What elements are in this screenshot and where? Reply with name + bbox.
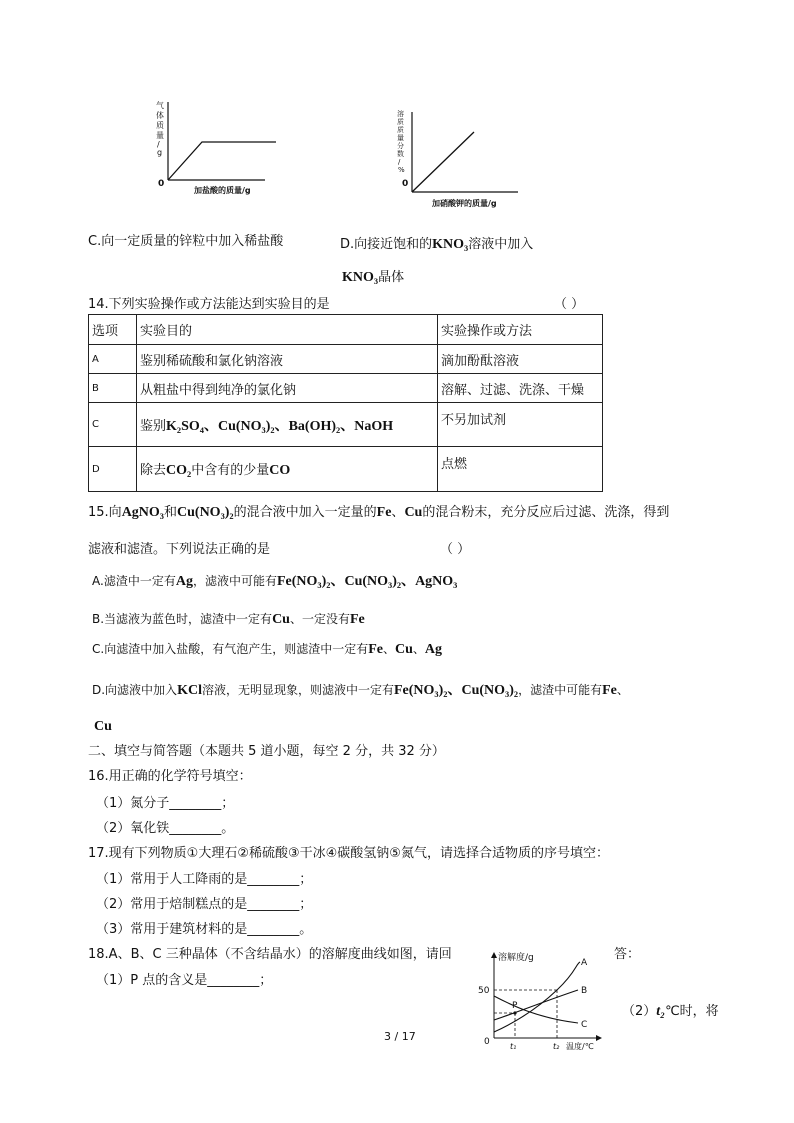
ylabel-char: 气 [156,101,164,110]
q14-answer-bracket: （ ） [554,297,585,312]
q15-option-d: D.向滤液中加入KCl溶液，无明显现象，则滤液中一定有Fe(NO₃)₂、Cu(NO₃)₂，滤渣中可能有Fe、 [92,683,629,698]
figure-c-graph [150,96,270,200]
x-axis-arrow [596,1035,602,1041]
page-number: 3 / 17 [384,1030,416,1043]
chart-origin: 0 [484,1037,490,1047]
ylabel-char: % [398,166,405,174]
figure-c-xlabel: 加盐酸的质量/g [194,186,251,195]
curve-c-label: C [581,1020,588,1030]
q18-item-1: （1）P 点的含义是________； [96,973,273,988]
q17-item-1: （1）常用于人工降雨的是________； [96,872,313,887]
table-header-row [89,315,603,345]
origin-label: 0 [402,179,409,189]
row-purpose: 鉴别稀硫酸和氯化钠溶液 [137,345,438,374]
row-purpose: 从粗盐中得到纯净的氯化钠 [137,374,438,403]
header-option: 选项 [89,315,137,345]
chart-x-tick: t₁ [510,1042,517,1051]
solubility-chart [468,950,608,1054]
point-p [513,1011,516,1014]
chart-ylabel: 溶解度/g [498,953,534,963]
figure-c-caption: C.向一定质量的锌粒中加入稀盐酸 [88,234,284,249]
ylabel-char: 分 [397,142,404,150]
q14-options-table [88,314,603,492]
ylabel-char: g [157,148,163,157]
row-purpose: 除去CO₂中含有的少量CO [137,447,438,492]
q15-stem-line2: 滤液和滤渣。下列说法正确的是 [88,542,271,557]
chart-xlabel: 温度/℃ [566,1042,594,1051]
figure-d-caption-line2: KNO₃晶体 [342,270,405,285]
chart-x-tick: t₂ [553,1042,560,1051]
q15-option-b: B.当滤液为蓝色时，滤渣中一定有Cu、一定没有Fe [92,612,365,627]
figure-c-ylabel [156,100,164,157]
row-method: 不另加试剂 [438,403,603,447]
curve-a-label: A [581,958,588,968]
curve-b-label: B [581,986,588,996]
ylabel-char: 质 [397,126,404,134]
q16-item-2: （2）氧化铁________。 [96,821,235,836]
table-row [89,447,603,492]
origin-label: 0 [158,179,165,189]
q14-stem: 14.下列实验操作或方法能达到实验目的是 [88,297,330,312]
table-row [89,345,603,374]
chart-y-tick: 50 [478,986,490,996]
table-row [89,374,603,403]
row-option: B [89,374,137,403]
row-option: D [89,447,137,492]
ylabel-char: 数 [397,150,404,158]
q16-item-1: （1）氮分子________； [96,796,235,811]
ylabel-char: 质 [397,118,404,126]
ylabel-char: 体 [156,111,164,120]
header-purpose: 实验目的 [137,315,438,345]
ylabel-char: 量 [156,131,164,140]
ylabel-char: 溶 [397,110,404,118]
header-method: 实验操作或方法 [438,315,603,345]
y-axis-arrow [491,952,497,958]
q15-option-a: A.滤渣中一定有Ag，滤液中可能有Fe(NO₃)₂、Cu(NO₃)₂、AgNO₃ [92,574,458,589]
row-method: 点燃 [438,447,603,492]
q16-stem: 16.用正确的化学符号填空： [88,769,252,784]
q17-item-2: （2）常用于焙制糕点的是________； [96,897,313,912]
gas-mass-curve [168,142,276,180]
q15-option-d-line2: Cu [94,719,112,734]
figure-d-graph [394,108,524,212]
section-2-heading: 二、填空与简答题（本题共 5 道小题，每空 2 分，共 32 分） [88,744,445,759]
point-p-label: P [512,1001,518,1011]
q17-stem: 17.现有下列物质①大理石②稀硫酸③干冰④碳酸氢钠⑤氮气，请选择合适物质的序号填空： [88,846,609,861]
q18-stem: 18.A、B、C 三种晶体（不含结晶水）的溶解度曲线如图，请回 [88,947,452,962]
mass-fraction-line [412,132,474,192]
figure-d-caption: D.向接近饱和的KNO₃溶液中加入 [340,237,534,252]
row-option: A [89,345,137,374]
q18-item-2: （2）t₂℃时，将 [622,1004,719,1019]
figure-d-xlabel: 加硝酸钾的质量/g [432,199,497,208]
row-method: 溶解、过滤、洗涤、干燥 [438,374,603,403]
curve-c [494,996,578,1023]
q18-stem-end: 答： [614,947,641,962]
row-option: C [89,403,137,447]
q15-answer-bracket: （ ） [440,542,471,557]
table-row [89,403,603,447]
figure-d-ylabel [397,109,405,174]
curve-b [494,990,578,1020]
ylabel-char: / [157,140,160,149]
ylabel-char: 质 [156,121,164,130]
row-purpose: 鉴别K₂SO₄、Cu(NO₃)₂、Ba(OH)₂、NaOH [137,403,438,447]
ylabel-char: 量 [397,134,404,142]
q15-stem: 15.向AgNO₃和Cu(NO₃)₂的混合液中加入一定量的Fe、Cu的混合粉末，充分反应后过滤、洗涤，得到 [88,505,670,520]
q17-item-3: （3）常用于建筑材料的是________。 [96,922,313,937]
ylabel-char: / [398,158,401,166]
q15-option-c: C.向滤渣中加入盐酸，有气泡产生，则滤渣中一定有Fe、Cu、Ag [92,642,443,657]
row-method: 滴加酚酞溶液 [438,345,603,374]
